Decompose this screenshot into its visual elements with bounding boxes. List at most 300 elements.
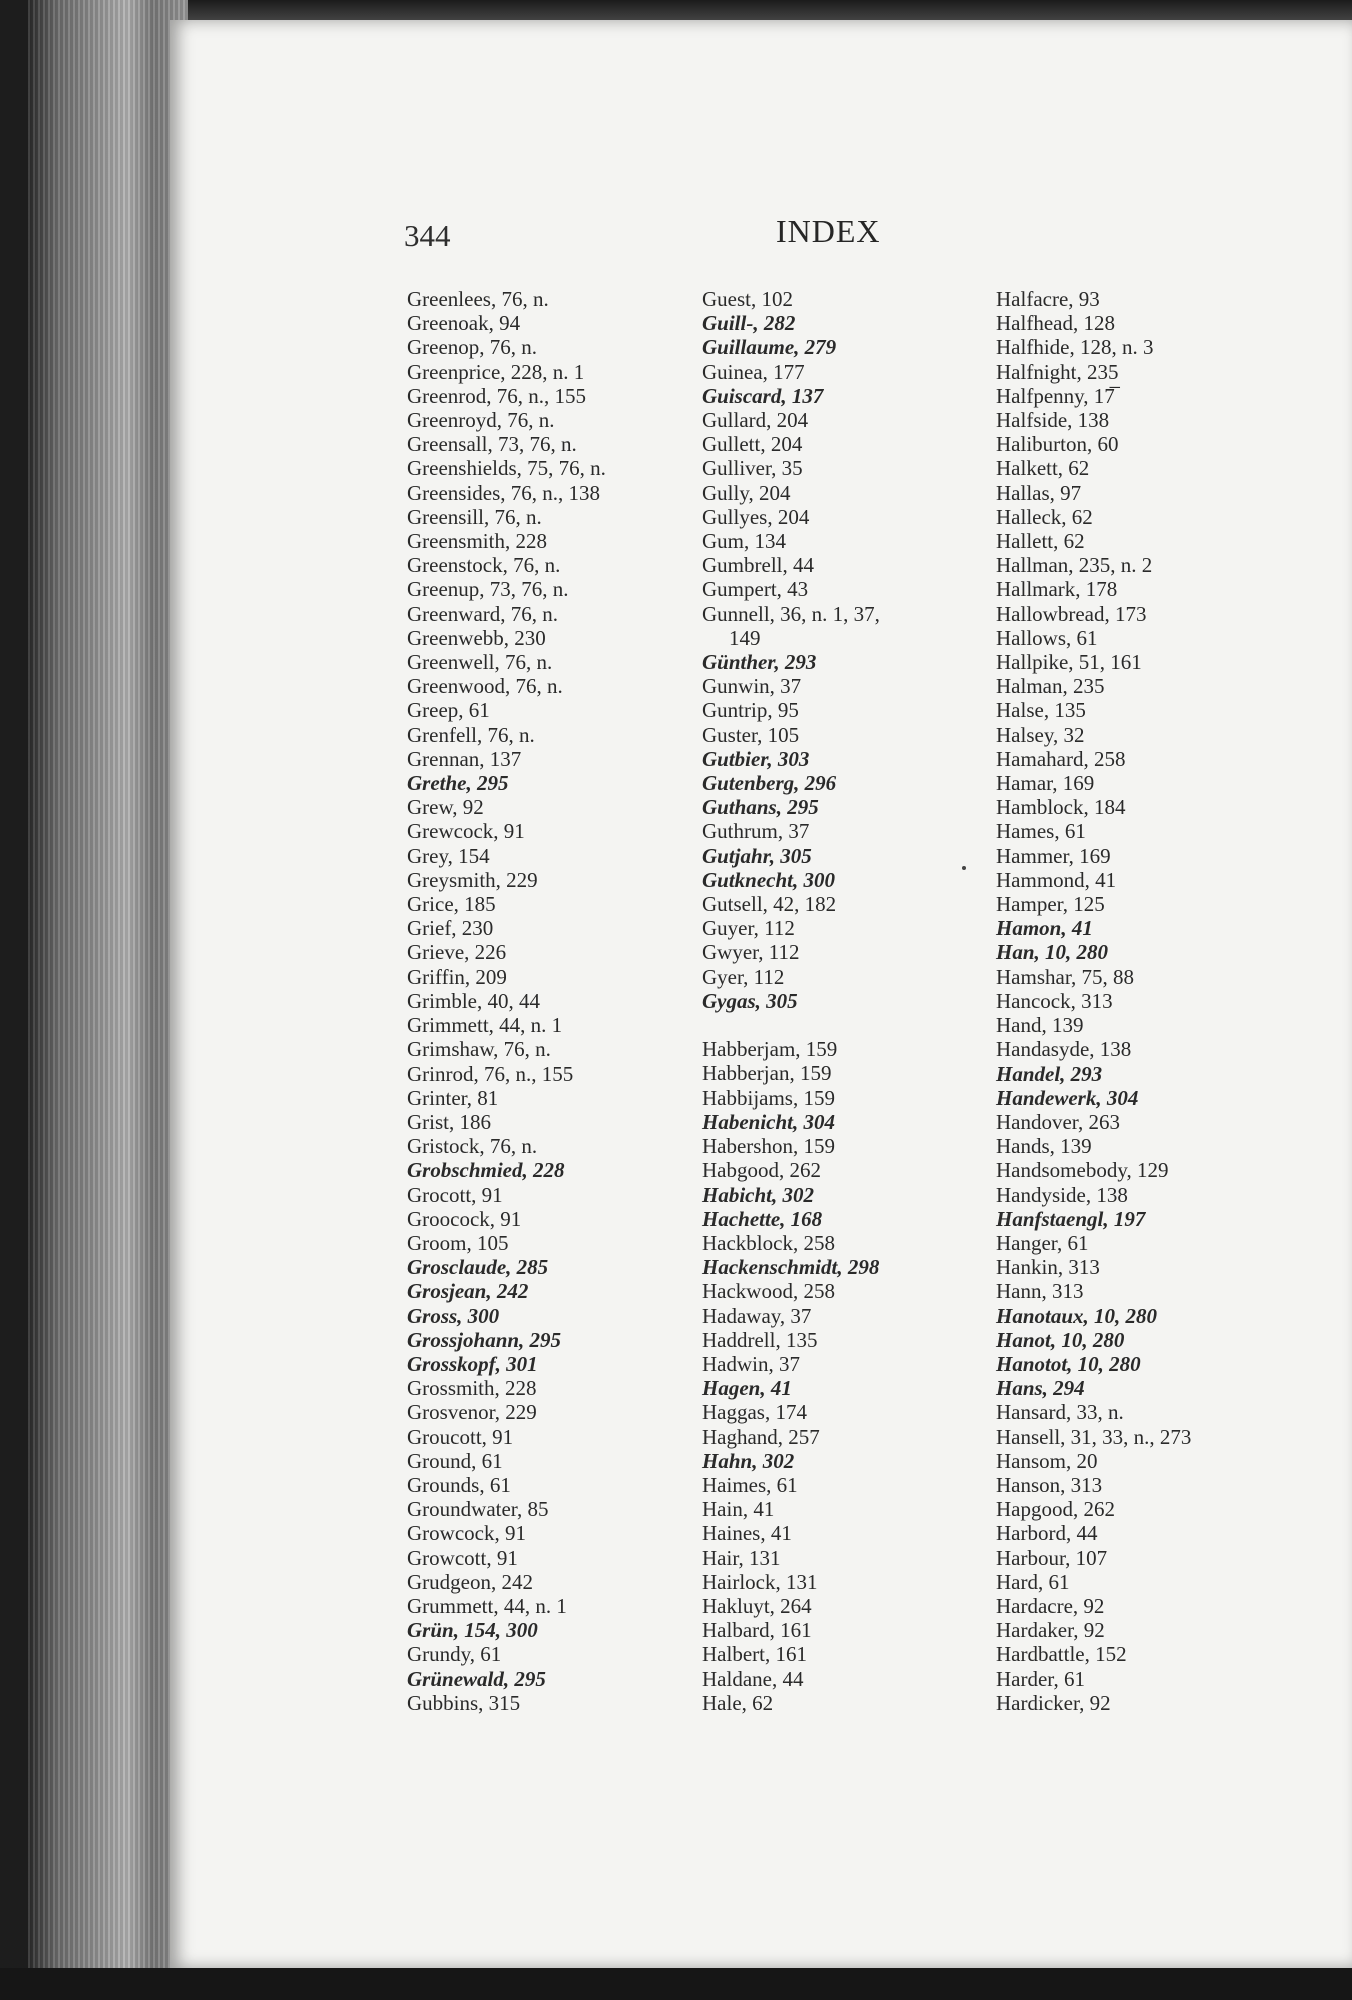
index-entry [996, 311, 1191, 335]
index-entry-text: Grimshaw, 76, n. [407, 1037, 551, 1062]
index-entry [996, 505, 1191, 529]
index-entry-text: Grünewald, 295 [407, 1666, 546, 1691]
index-entry-text: Hans, 294 [996, 1376, 1085, 1401]
index-entry [702, 1473, 880, 1497]
index-entry [996, 1352, 1191, 1376]
index-entry [407, 747, 606, 771]
index-entry-text: Haimes, 61 [702, 1472, 798, 1497]
index-entry-text: Griffin, 209 [407, 964, 507, 989]
index-entry [702, 1183, 880, 1207]
index-entry-text: Habberjan, 159 [702, 1061, 832, 1086]
index-entry [996, 1037, 1191, 1061]
index-entry [996, 674, 1191, 698]
index-entry-text: Handel, 293 [996, 1061, 1103, 1086]
index-entry [702, 1086, 880, 1110]
index-entry [407, 844, 606, 868]
index-entry [702, 1400, 880, 1424]
index-entry-text: Groom, 105 [407, 1230, 509, 1255]
index-entry-text: Grist, 186 [407, 1109, 491, 1134]
index-entry [407, 940, 606, 964]
index-entry-text: Gygas, 305 [702, 988, 798, 1013]
index-entry [407, 626, 606, 650]
index-entry-text: Harbord, 44 [996, 1521, 1098, 1546]
index-entry-text: Guiscard, 137 [702, 383, 824, 408]
index-entry [702, 940, 880, 964]
index-entry [702, 1279, 880, 1303]
index-entry-text: Gullard, 204 [702, 408, 809, 433]
index-entry-text: Greensmith, 228 [407, 529, 547, 554]
index-section-gap [702, 1013, 880, 1037]
index-entry [407, 674, 606, 698]
index-entry-text: Gunnell, 36, n. 1, 37, [702, 601, 880, 626]
index-entry-text: Halman, 235 [996, 674, 1105, 699]
index-entry-text: Hallett, 62 [996, 529, 1085, 554]
index-entry-text: Greensill, 76, n. [407, 504, 542, 529]
index-entry [702, 577, 880, 601]
index-entry-text: Groocock, 91 [407, 1206, 522, 1231]
index-entry [996, 1570, 1191, 1594]
index-entry-text: Grudgeon, 242 [407, 1569, 533, 1594]
index-entry [702, 602, 880, 626]
index-entry [996, 408, 1191, 432]
index-entry [407, 1570, 606, 1594]
index-entry-text: Grocott, 91 [407, 1182, 503, 1207]
index-entry [407, 1086, 606, 1110]
index-entry [996, 1013, 1191, 1037]
index-entry-text: Grice, 185 [407, 892, 496, 917]
index-entry-text: Halfhide, 128, n. 3 [996, 335, 1154, 360]
index-entry [702, 1110, 880, 1134]
index-entry-text: Guster, 105 [702, 722, 800, 747]
index-entry-text: Handsomebody, 129 [996, 1158, 1169, 1183]
index-entry-text: Hardaker, 92 [996, 1618, 1105, 1643]
index-entry-text: Hansom, 20 [996, 1448, 1098, 1473]
index-entry-text: Guill-, 282 [702, 311, 796, 336]
index-entry-text: Gross, 300 [407, 1303, 500, 1328]
index-entry-text: Hackenschmidt, 298 [702, 1255, 880, 1280]
index-entry-text: Harbour, 107 [996, 1545, 1108, 1570]
index-entry [996, 819, 1191, 843]
index-entry [702, 335, 880, 359]
index-entry-text: Ground, 61 [407, 1448, 503, 1473]
index-entry [996, 1449, 1191, 1473]
index-entry-text: Hankin, 313 [996, 1255, 1100, 1280]
index-entry [702, 529, 880, 553]
index-entry-text: Grimmett, 44, n. 1 [407, 1013, 563, 1038]
index-entry-text: Greensall, 73, 76, n. [407, 432, 577, 457]
index-entry [996, 1642, 1191, 1666]
index-entry-text: Halleck, 62 [996, 504, 1093, 529]
index-entry-text: Hanot, 10, 280 [996, 1327, 1125, 1352]
index-entry [996, 529, 1191, 553]
index-entry [407, 989, 606, 1013]
index-entry [407, 360, 606, 384]
index-entry-text: Grenfell, 76, n. [407, 722, 535, 747]
index-entry [996, 1594, 1191, 1618]
index-entry-text: Gutjahr, 305 [702, 843, 812, 868]
index-entry-text: Groundwater, 85 [407, 1497, 549, 1522]
index-entry [702, 1425, 880, 1449]
index-entry [996, 1304, 1191, 1328]
index-entry [407, 1134, 606, 1158]
index-entry-text: Habbijams, 159 [702, 1085, 835, 1110]
running-head: INDEX [776, 213, 881, 249]
index-entry-text: Hanfstaengl, 197 [996, 1206, 1146, 1231]
index-entry-text: Guyer, 112 [702, 916, 795, 941]
index-entry-text: Hallman, 235, n. 2 [996, 553, 1153, 578]
index-entry [702, 1037, 880, 1061]
index-entry [996, 1473, 1191, 1497]
index-entry-text: Halbard, 161 [702, 1618, 812, 1643]
index-column-3 [996, 287, 1191, 1715]
index-entry-text: Gullyes, 204 [702, 504, 810, 529]
index-entry [702, 384, 880, 408]
index-entry-text: Hallpike, 51, 161 [996, 650, 1142, 675]
index-entry-text: Grosvenor, 229 [407, 1400, 537, 1425]
index-entry-text: Grew, 92 [407, 795, 484, 820]
index-entry-text: Hamblock, 184 [996, 795, 1126, 820]
index-entry-text: Hairlock, 131 [702, 1569, 818, 1594]
index-entry [996, 1110, 1191, 1134]
index-entry-text: Hapgood, 262 [996, 1497, 1115, 1522]
ink-speck [962, 866, 966, 870]
index-entry-text: Grethe, 295 [407, 771, 509, 796]
index-entry [702, 1231, 880, 1255]
index-entry-text: Grossmith, 228 [407, 1376, 537, 1401]
index-entry-text: Hagen, 41 [702, 1376, 792, 1401]
index-entry-text: Hadwin, 37 [702, 1351, 800, 1376]
index-entry [702, 989, 880, 1013]
index-entry [407, 1231, 606, 1255]
index-entry-text: Guest, 102 [702, 287, 793, 311]
index-entry-text: Greenoak, 94 [407, 311, 521, 336]
index-entry-text: Guthrum, 37 [702, 819, 810, 844]
index-entry [407, 432, 606, 456]
index-entry-text: Greenprice, 228, n. 1 [407, 359, 585, 384]
index-entry [702, 1618, 880, 1642]
index-entry [702, 1521, 880, 1545]
index-entry [702, 481, 880, 505]
index-entry [407, 335, 606, 359]
index-entry [996, 1255, 1191, 1279]
index-entry-text: Grundy, 61 [407, 1642, 502, 1667]
index-entry-text: Hain, 41 [702, 1497, 775, 1522]
index-entry [407, 1110, 606, 1134]
index-entry-text: Greenwebb, 230 [407, 625, 546, 650]
index-entry-text: Gunwin, 37 [702, 674, 802, 699]
index-entry [407, 1304, 606, 1328]
index-entry-text: Günther, 293 [702, 650, 817, 675]
index-entry [702, 505, 880, 529]
index-entry-text: Greenshields, 75, 76, n. [407, 456, 606, 481]
index-entry [407, 505, 606, 529]
index-entry-text: Guillaume, 279 [702, 335, 837, 360]
index-entry [996, 626, 1191, 650]
index-entry-text: Hansard, 33, n. [996, 1400, 1124, 1425]
index-entry-text: Greenstock, 76, n. [407, 553, 561, 578]
index-entry [996, 1231, 1191, 1255]
index-entry-text: Haghand, 257 [702, 1424, 820, 1449]
index-entry [407, 1521, 606, 1545]
index-entry [702, 819, 880, 843]
index-entry-text: Hair, 131 [702, 1545, 781, 1570]
index-entry [996, 1691, 1191, 1715]
index-entry [702, 360, 880, 384]
index-entry [996, 916, 1191, 940]
index-entry [407, 1158, 606, 1182]
index-entry-text: Halfhead, 128 [996, 311, 1115, 336]
index-entry [996, 384, 1191, 408]
index-column-2 [702, 287, 880, 1715]
index-column-1 [407, 287, 606, 1715]
index-entry-text: Guinea, 177 [702, 359, 805, 384]
index-entry-text: Greenlees, 76, n. [407, 287, 549, 311]
index-entry-text: Hamar, 169 [996, 771, 1095, 796]
index-entry-text: Grieve, 226 [407, 940, 507, 965]
index-entry-text: Hallows, 61 [996, 625, 1098, 650]
index-entry-text: Gumpert, 43 [702, 577, 809, 602]
index-entry [702, 1304, 880, 1328]
index-entry-text: Gyer, 112 [702, 964, 785, 989]
index-entry-text: Gutbier, 303 [702, 746, 810, 771]
index-entry [702, 674, 880, 698]
index-entry-text: Growcock, 91 [407, 1521, 526, 1546]
index-entry-text: Haddrell, 135 [702, 1327, 818, 1352]
index-entry [407, 1425, 606, 1449]
index-entry-text: Guntrip, 95 [702, 698, 799, 723]
index-entry-text: Gristock, 76, n. [407, 1134, 538, 1159]
index-entry-text: 149 [729, 625, 761, 650]
index-entry [407, 868, 606, 892]
index-entry [407, 408, 606, 432]
index-entry-text: Hanger, 61 [996, 1230, 1089, 1255]
index-entry [407, 1667, 606, 1691]
index-entry-text: Hackwood, 258 [702, 1279, 835, 1304]
index-entry [702, 408, 880, 432]
index-entry-text: Hallowbread, 173 [996, 601, 1147, 626]
index-entry [702, 747, 880, 771]
index-entry-text: Grossjohann, 295 [407, 1327, 562, 1352]
index-entry [996, 287, 1191, 311]
index-entry-text: Gutsell, 42, 182 [702, 892, 837, 917]
index-entry [407, 602, 606, 626]
index-entry-text: Habenicht, 304 [702, 1109, 836, 1134]
index-entry [702, 771, 880, 795]
index-entry-text: Grimble, 40, 44 [407, 988, 540, 1013]
index-entry [996, 868, 1191, 892]
index-entry-text: Hanotaux, 10, 280 [996, 1303, 1158, 1328]
index-entry [996, 1207, 1191, 1231]
index-entry [702, 965, 880, 989]
index-entry-text: Gubbins, 315 [407, 1690, 521, 1715]
index-entry [996, 698, 1191, 722]
index-entry-text: Habberjam, 159 [702, 1037, 838, 1062]
index-entry-text: Groucott, 91 [407, 1424, 514, 1449]
index-entry [407, 577, 606, 601]
index-entry [996, 481, 1191, 505]
index-entry-text: Halfacre, 93 [996, 287, 1100, 311]
index-entry-text: Hamshar, 75, 88 [996, 964, 1134, 989]
index-entry [407, 287, 606, 311]
index-entry [407, 384, 606, 408]
index-entry-text: Hancock, 313 [996, 988, 1113, 1013]
index-entry-text: Greenwell, 76, n. [407, 650, 553, 675]
index-entry-text: Greensides, 76, n., 138 [407, 480, 601, 505]
index-entry-text: Hahn, 302 [702, 1448, 795, 1473]
index-entry [407, 650, 606, 674]
index-entry-text: Grummett, 44, n. 1 [407, 1593, 567, 1618]
index-entry-text: Hallmark, 178 [996, 577, 1118, 602]
index-entry [996, 456, 1191, 480]
index-entry [407, 1400, 606, 1424]
index-entry [407, 1255, 606, 1279]
index-entry-text: Greep, 61 [407, 698, 490, 723]
index-entry [702, 1594, 880, 1618]
index-entry-text: Halfnight, 235 [996, 359, 1119, 384]
index-entry [702, 432, 880, 456]
index-entry-text: Haines, 41 [702, 1521, 792, 1546]
index-entry-text: Gulliver, 35 [702, 456, 803, 481]
index-entry-text: Grief, 230 [407, 916, 494, 941]
index-entry-text: Hakluyt, 264 [702, 1593, 812, 1618]
index-entry [996, 553, 1191, 577]
index-entry-text: Grün, 154, 300 [407, 1618, 538, 1643]
index-entry [996, 989, 1191, 1013]
index-entry [996, 965, 1191, 989]
index-entry [702, 311, 880, 335]
index-entry [996, 335, 1191, 359]
index-entry-text: Grinrod, 76, n., 155 [407, 1061, 574, 1086]
index-entry-text: Hansell, 31, 33, n., 273 [996, 1424, 1192, 1449]
index-entry [407, 1691, 606, 1715]
index-entry [407, 819, 606, 843]
index-entry [996, 1376, 1191, 1400]
index-entry [702, 650, 880, 674]
index-entry [996, 1400, 1191, 1424]
index-entry-text: Guthans, 295 [702, 795, 819, 820]
index-entry [407, 1352, 606, 1376]
index-entry [702, 1158, 880, 1182]
index-entry-text: Handasyde, 138 [996, 1037, 1132, 1062]
index-entry-text: Gutknecht, 300 [702, 867, 836, 892]
index-entry-text: Grounds, 61 [407, 1472, 511, 1497]
index-entry-text: Han, 10, 280 [996, 940, 1109, 965]
index-entry [702, 698, 880, 722]
index-entry-text: Grennan, 137 [407, 746, 522, 771]
index-entry [996, 1134, 1191, 1158]
index-entry [702, 916, 880, 940]
index-entry-text: Greenwood, 76, n. [407, 674, 563, 699]
index-entry-text: Hames, 61 [996, 819, 1086, 844]
index-entry-text: Greenop, 76, n. [407, 335, 538, 360]
index-entry [702, 553, 880, 577]
index-entry [702, 844, 880, 868]
index-entry-text: Hardbattle, 152 [996, 1642, 1127, 1667]
index-entry-text: Gum, 134 [702, 529, 786, 554]
index-entry-text: Grosskopf, 301 [407, 1351, 538, 1376]
index-entry-text: Gutenberg, 296 [702, 771, 837, 796]
index-entry [702, 1352, 880, 1376]
index-entry-text: Hann, 313 [996, 1279, 1084, 1304]
index-entry-text: Handewerk, 304 [996, 1085, 1139, 1110]
index-entry [996, 1546, 1191, 1570]
index-entry [996, 1086, 1191, 1110]
index-entry-text: Hallas, 97 [996, 480, 1082, 505]
index-entry [702, 1497, 880, 1521]
index-entry [407, 795, 606, 819]
index-entry [407, 311, 606, 335]
index-entry [407, 1376, 606, 1400]
index-entry-text: Grosjean, 242 [407, 1279, 529, 1304]
index-entry [996, 1521, 1191, 1545]
index-entry-text: Gully, 204 [702, 480, 791, 505]
index-entry [702, 1449, 880, 1473]
index-entry [996, 844, 1191, 868]
index-entry [996, 650, 1191, 674]
index-entry-text: Greenroyd, 76, n. [407, 408, 555, 433]
index-entry [407, 1328, 606, 1352]
index-entry [407, 1279, 606, 1303]
index-entry [407, 1618, 606, 1642]
index-entry [407, 1207, 606, 1231]
index-entry [702, 1255, 880, 1279]
index-entry [702, 1376, 880, 1400]
index-entry-text: Habershon, 159 [702, 1134, 835, 1159]
index-entry-text: Hammer, 169 [996, 843, 1111, 868]
index-entry-text: Grewcock, 91 [407, 819, 525, 844]
index-entry [407, 1449, 606, 1473]
index-entry-text: Hand, 139 [996, 1013, 1084, 1038]
index-entry-text: Harder, 61 [996, 1666, 1085, 1691]
index-entry [702, 1207, 880, 1231]
index-entry [702, 1691, 880, 1715]
book-bottom-edge [0, 1968, 1352, 2000]
index-entry [702, 1667, 880, 1691]
index-entry-text: Gullett, 204 [702, 432, 803, 457]
index-entry [407, 1013, 606, 1037]
index-entry [996, 940, 1191, 964]
index-entry [407, 1062, 606, 1086]
index-entry-text: Hanotot, 10, 280 [996, 1351, 1141, 1376]
index-entry-text: Handyside, 138 [996, 1182, 1128, 1207]
index-entry [996, 1279, 1191, 1303]
index-entry-text: Haliburton, 60 [996, 432, 1119, 457]
index-entry [996, 1183, 1191, 1207]
index-entry [702, 1061, 880, 1085]
index-entry [702, 1642, 880, 1666]
index-entry [702, 723, 880, 747]
index-entry-text: Grosclaude, 285 [407, 1255, 549, 1280]
index-entry-text: Hardicker, 92 [996, 1690, 1111, 1715]
index-entry [996, 892, 1191, 916]
index-entry-text: Halsey, 32 [996, 722, 1085, 747]
index-entry-text: Hadaway, 37 [702, 1303, 812, 1328]
index-entry [407, 553, 606, 577]
index-entry [996, 723, 1191, 747]
index-entry-text: Halbert, 161 [702, 1642, 807, 1667]
index-entry [407, 892, 606, 916]
index-entry [996, 577, 1191, 601]
index-entry-text: Hardacre, 92 [996, 1593, 1105, 1618]
index-entry [407, 1037, 606, 1061]
index-entry [407, 529, 606, 553]
index-entry-text: Haldane, 44 [702, 1666, 804, 1691]
index-entry-text: Greenward, 76, n. [407, 601, 559, 626]
index-entry [702, 456, 880, 480]
index-entry-text: Hamahard, 258 [996, 746, 1126, 771]
index-entry [996, 1618, 1191, 1642]
index-entry [407, 1497, 606, 1521]
